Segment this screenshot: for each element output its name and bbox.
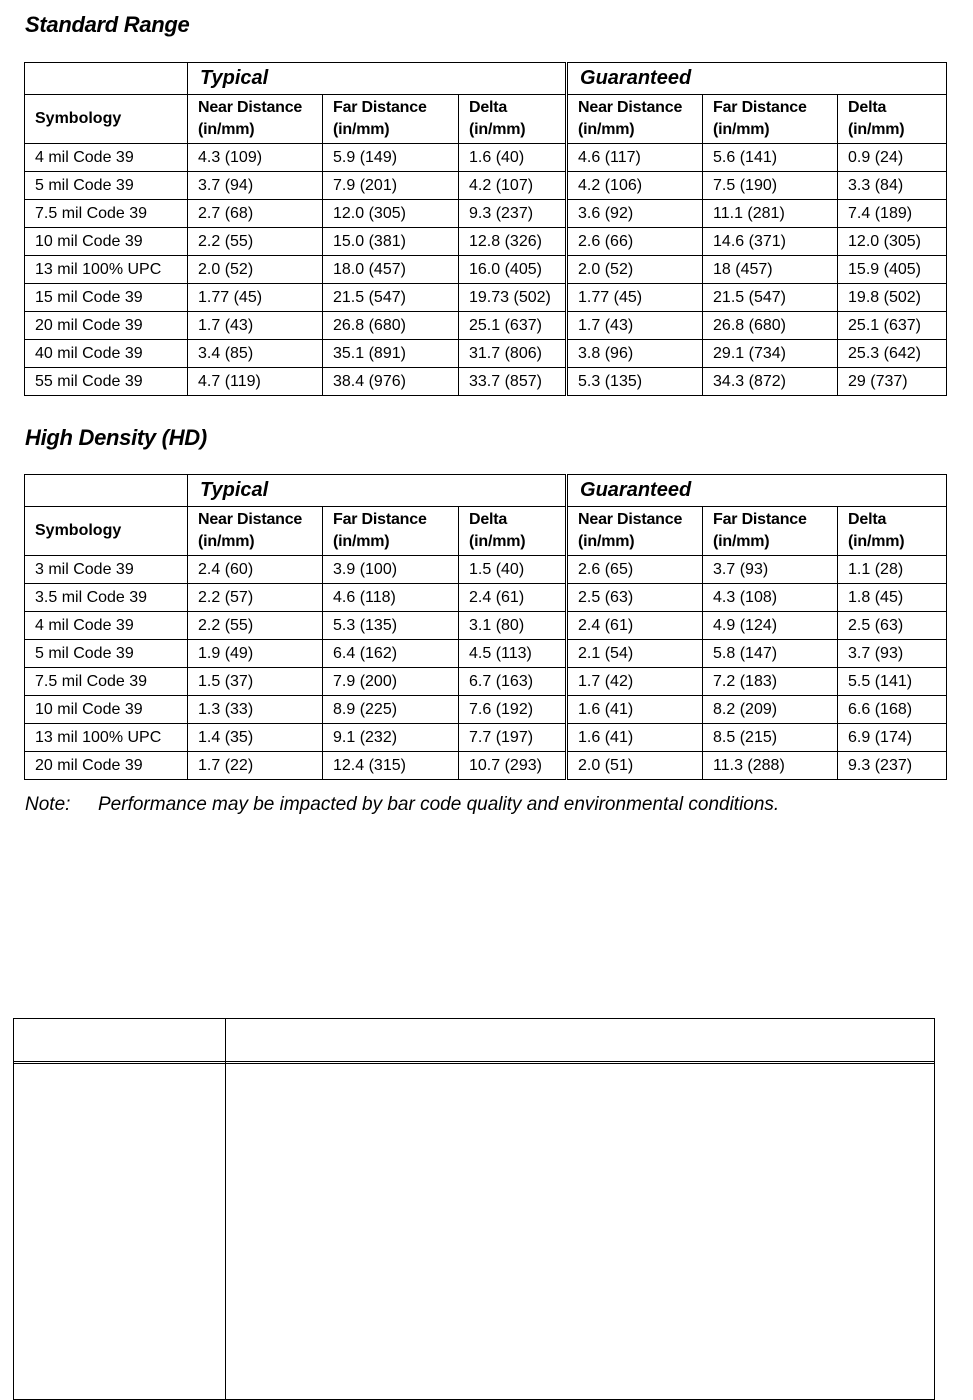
guaranteed-delta-cell: 29 (737) xyxy=(838,368,947,396)
typical-delta-cell: 1.5 (40) xyxy=(459,556,567,584)
symbology-cell: 5 mil Code 39 xyxy=(25,640,188,668)
typical-delta-cell: 2.4 (61) xyxy=(459,584,567,612)
corner-cell xyxy=(25,63,188,95)
typical-delta-cell: 25.1 (637) xyxy=(459,312,567,340)
symbology-cell: 10 mil Code 39 xyxy=(25,228,188,256)
typical-delta-header: Delta (in/mm) xyxy=(459,507,567,556)
note-label: Note: xyxy=(25,794,71,815)
guaranteed-delta-cell: 9.3 (237) xyxy=(838,752,947,780)
guaranteed-near-cell: 1.7 (42) xyxy=(567,668,703,696)
guaranteed-far-cell: 4.9 (124) xyxy=(703,612,838,640)
typical-far-cell: 4.6 (118) xyxy=(323,584,459,612)
table-row xyxy=(25,612,947,640)
typical-delta-cell: 9.3 (237) xyxy=(459,200,567,228)
typical-far-cell: 7.9 (200) xyxy=(323,668,459,696)
symbology-cell: 13 mil 100% UPC xyxy=(25,724,188,752)
typical-near-header: Near Distance (in/mm) xyxy=(188,95,323,144)
table-row xyxy=(25,200,947,228)
guaranteed-far-header: Far Distance (in/mm) xyxy=(703,507,838,556)
table-row xyxy=(25,256,947,284)
typical-far-cell: 35.1 (891) xyxy=(323,340,459,368)
guaranteed-far-cell: 11.1 (281) xyxy=(703,200,838,228)
symbology-cell: 5 mil Code 39 xyxy=(25,172,188,200)
typical-delta-cell: 16.0 (405) xyxy=(459,256,567,284)
guaranteed-near-cell: 5.3 (135) xyxy=(567,368,703,396)
typical-delta-cell: 1.6 (40) xyxy=(459,144,567,172)
high-density-table xyxy=(24,474,947,780)
empty-table-column-divider xyxy=(225,1019,226,1399)
guaranteed-near-cell: 2.5 (63) xyxy=(567,584,703,612)
typical-far-cell: 12.4 (315) xyxy=(323,752,459,780)
typical-near-cell: 2.4 (60) xyxy=(188,556,323,584)
table-row xyxy=(25,696,947,724)
empty-table-frame xyxy=(13,1018,935,1400)
empty-table-header-row xyxy=(14,1019,934,1064)
table-row xyxy=(25,584,947,612)
typical-far-cell: 5.3 (135) xyxy=(323,612,459,640)
typical-near-cell: 1.4 (35) xyxy=(188,724,323,752)
typical-far-cell: 5.9 (149) xyxy=(323,144,459,172)
guaranteed-far-cell: 5.8 (147) xyxy=(703,640,838,668)
symbology-cell: 13 mil 100% UPC xyxy=(25,256,188,284)
typical-delta-cell: 12.8 (326) xyxy=(459,228,567,256)
guaranteed-group-header: Guaranteed xyxy=(567,63,947,95)
guaranteed-far-cell: 4.3 (108) xyxy=(703,584,838,612)
typical-far-cell: 15.0 (381) xyxy=(323,228,459,256)
table-row xyxy=(25,752,947,780)
guaranteed-near-cell: 2.0 (51) xyxy=(567,752,703,780)
typical-near-cell: 2.2 (55) xyxy=(188,612,323,640)
typical-delta-cell: 19.73 (502) xyxy=(459,284,567,312)
typical-near-cell: 1.7 (22) xyxy=(188,752,323,780)
typical-delta-header: Delta (in/mm) xyxy=(459,95,567,144)
symbology-cell: 7.5 mil Code 39 xyxy=(25,200,188,228)
typical-group-header: Typical xyxy=(188,63,567,95)
typical-far-cell: 38.4 (976) xyxy=(323,368,459,396)
guaranteed-far-cell: 11.3 (288) xyxy=(703,752,838,780)
guaranteed-far-cell: 3.7 (93) xyxy=(703,556,838,584)
guaranteed-near-cell: 1.7 (43) xyxy=(567,312,703,340)
guaranteed-near-cell: 2.0 (52) xyxy=(567,256,703,284)
guaranteed-near-cell: 2.4 (61) xyxy=(567,612,703,640)
guaranteed-near-cell: 2.6 (65) xyxy=(567,556,703,584)
symbology-cell: 3.5 mil Code 39 xyxy=(25,584,188,612)
guaranteed-delta-cell: 25.3 (642) xyxy=(838,340,947,368)
guaranteed-delta-header: Delta (in/mm) xyxy=(838,95,947,144)
guaranteed-delta-cell: 19.8 (502) xyxy=(838,284,947,312)
symbology-cell: 7.5 mil Code 39 xyxy=(25,668,188,696)
typical-delta-cell: 6.7 (163) xyxy=(459,668,567,696)
symbology-cell: 40 mil Code 39 xyxy=(25,340,188,368)
high-density-body xyxy=(25,556,947,780)
guaranteed-near-header: Near Distance (in/mm) xyxy=(567,95,703,144)
symbology-cell: 15 mil Code 39 xyxy=(25,284,188,312)
typical-near-cell: 2.2 (57) xyxy=(188,584,323,612)
symbology-cell: 4 mil Code 39 xyxy=(25,144,188,172)
table-row xyxy=(25,724,947,752)
guaranteed-near-cell: 1.6 (41) xyxy=(567,696,703,724)
typical-delta-cell: 33.7 (857) xyxy=(459,368,567,396)
guaranteed-near-cell: 1.77 (45) xyxy=(567,284,703,312)
guaranteed-far-cell: 7.5 (190) xyxy=(703,172,838,200)
guaranteed-near-header: Near Distance (in/mm) xyxy=(567,507,703,556)
symbology-cell: 20 mil Code 39 xyxy=(25,312,188,340)
guaranteed-near-cell: 4.6 (117) xyxy=(567,144,703,172)
guaranteed-delta-cell: 7.4 (189) xyxy=(838,200,947,228)
typical-near-cell: 1.3 (33) xyxy=(188,696,323,724)
typical-far-cell: 9.1 (232) xyxy=(323,724,459,752)
typical-near-cell: 1.77 (45) xyxy=(188,284,323,312)
typical-delta-cell: 7.6 (192) xyxy=(459,696,567,724)
high-density-heading: High Density (HD) xyxy=(25,425,207,450)
guaranteed-delta-cell: 6.9 (174) xyxy=(838,724,947,752)
typical-near-cell: 2.2 (55) xyxy=(188,228,323,256)
typical-near-cell: 3.4 (85) xyxy=(188,340,323,368)
guaranteed-group-header: Guaranteed xyxy=(567,475,947,507)
guaranteed-far-header: Far Distance (in/mm) xyxy=(703,95,838,144)
symbology-header: Symbology xyxy=(25,95,188,144)
note-text: Performance may be impacted by bar code quality and environmental conditions. xyxy=(98,794,780,815)
guaranteed-near-cell: 3.6 (92) xyxy=(567,200,703,228)
typical-delta-cell: 3.1 (80) xyxy=(459,612,567,640)
typical-far-header: Far Distance (in/mm) xyxy=(323,507,459,556)
guaranteed-far-cell: 14.6 (371) xyxy=(703,228,838,256)
typical-delta-cell: 4.5 (113) xyxy=(459,640,567,668)
typical-far-cell: 7.9 (201) xyxy=(323,172,459,200)
symbology-cell: 10 mil Code 39 xyxy=(25,696,188,724)
standard-range-body xyxy=(25,144,947,396)
standard-range-table xyxy=(24,62,947,396)
table-row xyxy=(25,284,947,312)
guaranteed-far-cell: 26.8 (680) xyxy=(703,312,838,340)
typical-near-cell: 4.7 (119) xyxy=(188,368,323,396)
table-row xyxy=(25,668,947,696)
guaranteed-near-cell: 3.8 (96) xyxy=(567,340,703,368)
guaranteed-far-cell: 34.3 (872) xyxy=(703,368,838,396)
guaranteed-delta-cell: 15.9 (405) xyxy=(838,256,947,284)
table-row xyxy=(25,172,947,200)
guaranteed-delta-cell: 2.5 (63) xyxy=(838,612,947,640)
guaranteed-far-cell: 5.6 (141) xyxy=(703,144,838,172)
table-row xyxy=(25,368,947,396)
typical-near-cell: 2.7 (68) xyxy=(188,200,323,228)
guaranteed-far-cell: 8.2 (209) xyxy=(703,696,838,724)
typical-near-cell: 1.9 (49) xyxy=(188,640,323,668)
guaranteed-far-cell: 29.1 (734) xyxy=(703,340,838,368)
guaranteed-delta-cell: 3.3 (84) xyxy=(838,172,947,200)
typical-delta-cell: 7.7 (197) xyxy=(459,724,567,752)
corner-cell xyxy=(25,475,188,507)
typical-delta-cell: 4.2 (107) xyxy=(459,172,567,200)
typical-near-cell: 2.0 (52) xyxy=(188,256,323,284)
typical-far-header: Far Distance (in/mm) xyxy=(323,95,459,144)
guaranteed-near-cell: 2.6 (66) xyxy=(567,228,703,256)
table-row xyxy=(25,640,947,668)
guaranteed-delta-cell: 1.1 (28) xyxy=(838,556,947,584)
symbology-cell: 3 mil Code 39 xyxy=(25,556,188,584)
guaranteed-far-cell: 21.5 (547) xyxy=(703,284,838,312)
table-row xyxy=(25,144,947,172)
table-row xyxy=(25,556,947,584)
typical-far-cell: 6.4 (162) xyxy=(323,640,459,668)
typical-far-cell: 12.0 (305) xyxy=(323,200,459,228)
typical-delta-cell: 31.7 (806) xyxy=(459,340,567,368)
typical-near-cell: 1.5 (37) xyxy=(188,668,323,696)
guaranteed-near-cell: 4.2 (106) xyxy=(567,172,703,200)
symbology-header: Symbology xyxy=(25,507,188,556)
typical-near-cell: 1.7 (43) xyxy=(188,312,323,340)
guaranteed-delta-cell: 3.7 (93) xyxy=(838,640,947,668)
guaranteed-near-cell: 1.6 (41) xyxy=(567,724,703,752)
guaranteed-near-cell: 2.1 (54) xyxy=(567,640,703,668)
typical-far-cell: 26.8 (680) xyxy=(323,312,459,340)
typical-near-cell: 4.3 (109) xyxy=(188,144,323,172)
guaranteed-delta-cell: 25.1 (637) xyxy=(838,312,947,340)
guaranteed-delta-cell: 1.8 (45) xyxy=(838,584,947,612)
guaranteed-delta-cell: 5.5 (141) xyxy=(838,668,947,696)
typical-near-cell: 3.7 (94) xyxy=(188,172,323,200)
symbology-cell: 55 mil Code 39 xyxy=(25,368,188,396)
guaranteed-delta-cell: 12.0 (305) xyxy=(838,228,947,256)
guaranteed-far-cell: 8.5 (215) xyxy=(703,724,838,752)
typical-far-cell: 3.9 (100) xyxy=(323,556,459,584)
guaranteed-delta-cell: 0.9 (24) xyxy=(838,144,947,172)
typical-delta-cell: 10.7 (293) xyxy=(459,752,567,780)
typical-near-header: Near Distance (in/mm) xyxy=(188,507,323,556)
guaranteed-far-cell: 7.2 (183) xyxy=(703,668,838,696)
performance-note xyxy=(25,794,779,816)
table-row xyxy=(25,312,947,340)
symbology-cell: 20 mil Code 39 xyxy=(25,752,188,780)
table-row xyxy=(25,228,947,256)
typical-group-header: Typical xyxy=(188,475,567,507)
guaranteed-far-cell: 18 (457) xyxy=(703,256,838,284)
guaranteed-delta-header: Delta (in/mm) xyxy=(838,507,947,556)
table-row xyxy=(25,340,947,368)
guaranteed-delta-cell: 6.6 (168) xyxy=(838,696,947,724)
typical-far-cell: 18.0 (457) xyxy=(323,256,459,284)
standard-range-heading: Standard Range xyxy=(25,12,190,37)
symbology-cell: 4 mil Code 39 xyxy=(25,612,188,640)
typical-far-cell: 8.9 (225) xyxy=(323,696,459,724)
typical-far-cell: 21.5 (547) xyxy=(323,284,459,312)
